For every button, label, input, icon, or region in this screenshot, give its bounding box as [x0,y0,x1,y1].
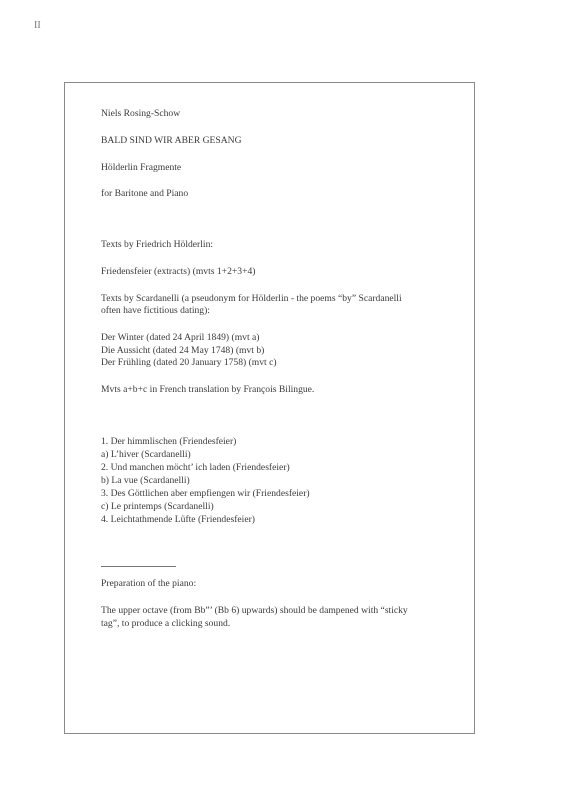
movement-item: c) Le printemps (Scardanelli) [101,501,214,512]
preparation-heading: Preparation of the piano: [101,578,197,589]
movement-item: 4. Leichtathmende Lüfte (Friendesfeier) [101,514,255,525]
preparation-line-2: tag”, to produce a clicking sound. [101,618,231,629]
movement-item: 2. Und manchen möcht’ ich laden (Friendesfeier) [101,462,290,473]
separator-rule [101,566,176,567]
page-frame [64,82,475,734]
friedensfeier-line: Friedensfeier (extracts) (mvts 1+2+3+4) [101,266,256,277]
composer-name: Niels Rosing-Schow [101,108,181,119]
movement-item: 3. Des Göttlichen aber empfiengen wir (Friendesfeier) [101,488,310,499]
work-subtitle: Hölderlin Fragmente [101,162,182,173]
work-title: BALD SIND WIR ABER GESANG [101,135,242,146]
poem-line: Die Aussicht (dated 24 May 1748) (mvt b) [101,345,265,356]
preparation-line-1: The upper octave (from Bb”’ (Bb 6) upwards) should be dampened with “sticky [101,605,408,616]
instrumentation: for Baritone and Piano [101,188,189,199]
movement-item: 1. Der himmlischen (Friendesfeier) [101,436,237,447]
scardanelli-line-2: often have fictitious dating): [101,305,210,316]
poem-line: Der Winter (dated 24 April 1849) (mvt a) [101,332,260,343]
movement-item: a) L’hiver (Scardanelli) [101,449,191,460]
translation-note: Mvts a+b+c in French translation by François Bilingue. [101,384,315,395]
poem-line: Der Frühling (dated 20 January 1758) (mvt c) [101,357,277,368]
movement-item: b) La vue (Scardanelli) [101,475,190,486]
texts-intro: Texts by Friedrich Hölderlin: [101,239,214,250]
scardanelli-line-1: Texts by Scardanelli (a pseudonym for Hölderlin - the poems “by” Scardanelli [101,293,402,304]
page-number: II [34,20,41,31]
